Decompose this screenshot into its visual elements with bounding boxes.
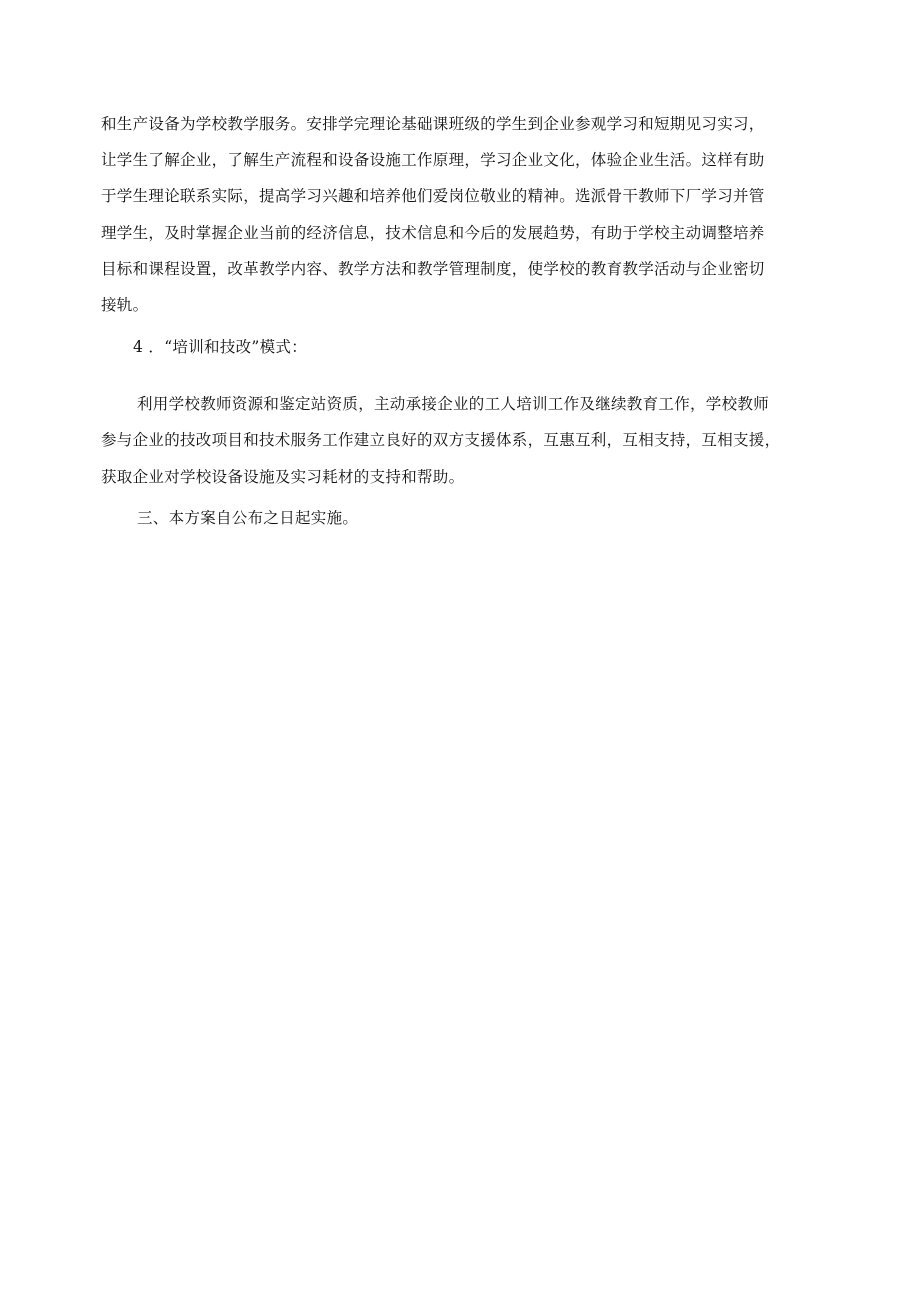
paragraph-2-line-1: 利用学校教师资源和鉴定站资质，主动承接企业的工人培训工作及继续教育工作，学校教师 [137,395,770,413]
paragraph-1-line-2: 让学生了解企业，了解生产流程和设备设施工作原理，学习企业文化，体验企业生活。这样有助 [101,151,765,169]
paragraph-1-line-1: 和生产设备为学校教学服务。安排学完理论基础课班级的学生到企业参观学习和短期见习实习， [101,115,765,133]
section-3: 三、本方案自公布之日起实施。 [137,509,359,527]
heading-4: 4 ．“培训和技改”模式： [133,338,308,356]
paragraph-1-line-5: 目标和课程设置，改革教学内容、教学方法和教学管理制度，使学校的教育教学活动与企业密切 [101,260,765,278]
paragraph-1-line-6: 接轨。 [101,296,149,314]
paragraph-2-line-2: 参与企业的技改项目和技术服务工作建立良好的双方支援体系，互惠互利，互相支持，互相支援， [101,431,781,449]
paragraph-1-line-4: 理学生，及时掌握企业当前的经济信息，技术信息和今后的发展趋势，有助于学校主动调整培养 [101,224,765,242]
paragraph-2-line-3: 获取企业对学校设备设施及实习耗材的支持和帮助。 [101,468,465,486]
paragraph-1-line-3: 于学生理论联系实际，提高学习兴趣和培养他们爱岗位敬业的精神。选派骨干教师下厂学习并管 [101,187,765,205]
